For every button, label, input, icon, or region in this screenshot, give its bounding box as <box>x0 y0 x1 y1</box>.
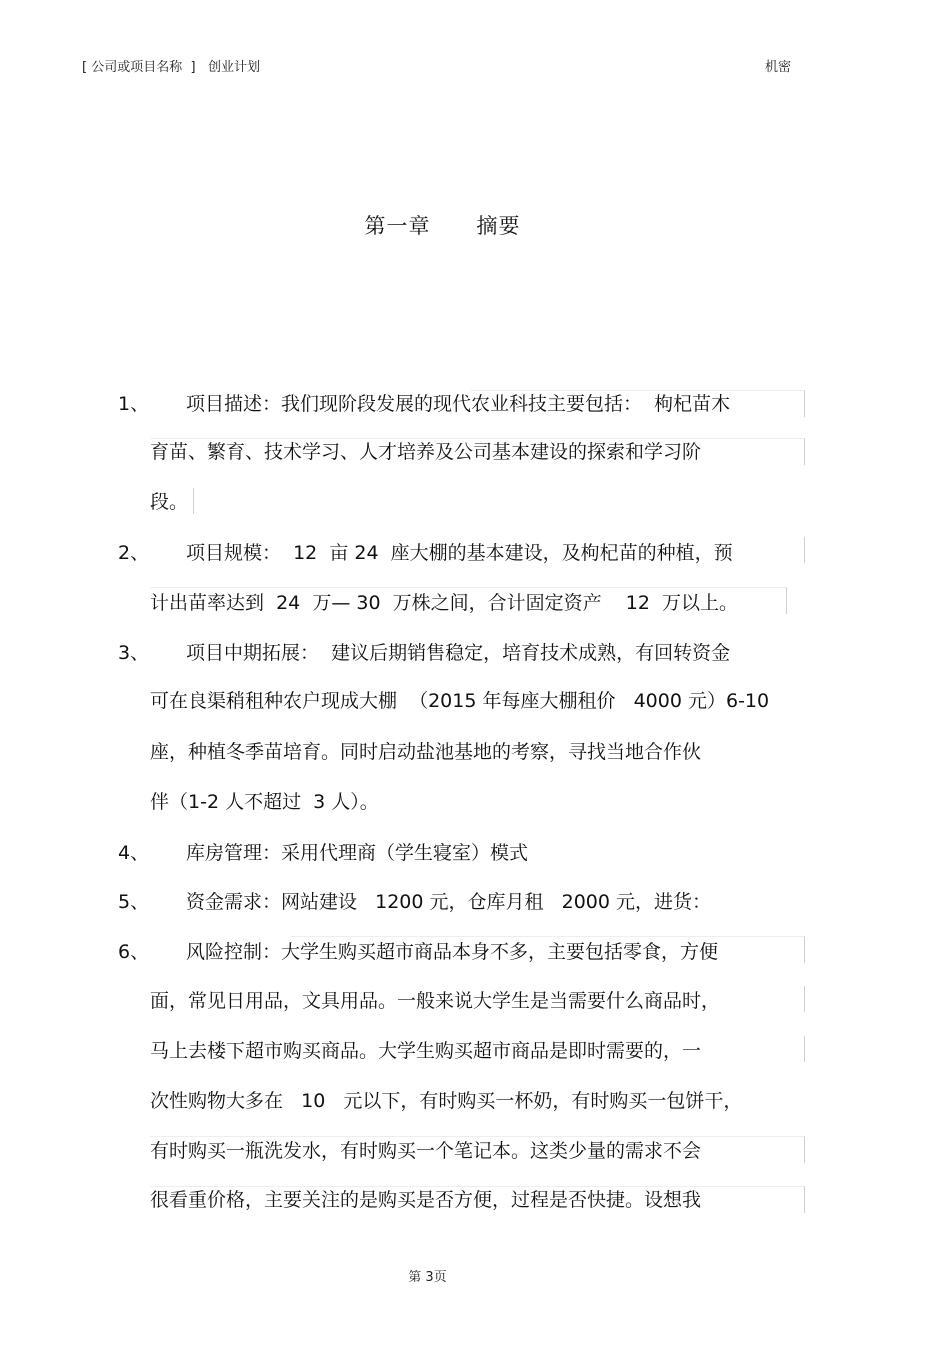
item-text-line: 很看重价格，主要关注的是购买是否方便，过程是否快捷。设想我 <box>150 1189 702 1211</box>
header-confidential: 机密 <box>765 60 792 75</box>
chapter-heading: 摘要 <box>476 214 521 238</box>
item-text-line: 伴（1-2 人不超过 3 人）。 <box>150 791 379 813</box>
item-text-line: 马上去楼下超市购买商品。大学生购买超市商品是即时需要的，一 <box>150 1040 702 1062</box>
item-number: 1、 <box>118 393 150 415</box>
item-text-line: 计出苗率达到 24 万— 30 万株之间，合计固定资产 12 万以上。 <box>150 592 739 614</box>
chapter-title <box>0 210 885 240</box>
item-text-line: 次性购物大多在 10 元以下，有时购买一杯奶，有时购买一包饼干， <box>150 1090 743 1112</box>
item-text-line: 面，常见日用品，文具用品。一般来说大学生是当需要什么商品时， <box>150 990 721 1012</box>
item-number: 5、 <box>118 891 150 913</box>
item-text-line: 项目中期拓展： 建议后期销售稳定，培育技术成熟，有回转资金 <box>186 642 731 664</box>
chapter-number: 第一章 <box>364 214 431 238</box>
item-number: 2、 <box>118 542 150 564</box>
item-text-line: 项目规模： 12 亩 24 座大棚的基本建设，及枸杞苗的种植，预 <box>186 542 733 564</box>
item-text-line: 库房管理：采用代理商（学生寝室）模式 <box>186 842 529 864</box>
item-text-line: 育苗、繁育、技术学习、人才培养及公司基本建设的探索和学习阶 <box>150 441 702 463</box>
item-text-line: 项目描述：我们现阶段发展的现代农业科技主要包括： 枸杞苗木 <box>186 393 731 415</box>
header-company-name: [ 公司或项目名称 ] 创业计划 <box>82 60 260 75</box>
item-text-line: 有时购买一瓶洗发水，有时购买一个笔记本。这类少量的需求不会 <box>150 1140 702 1162</box>
item-text-line: 资金需求：网站建设 1200 元，仓库月租 2000 元，进货： <box>186 891 712 913</box>
text-rule <box>150 537 805 563</box>
item-text-line: 座，种植冬季苗培育。同时启动盐池基地的考察，寻找当地合作伙 <box>150 741 702 763</box>
item-text-line: 段。 <box>150 491 189 513</box>
item-number: 6、 <box>118 941 150 963</box>
item-number: 3、 <box>118 642 150 664</box>
item-number: 4、 <box>118 842 150 864</box>
page-number: 第 3页 <box>408 1270 447 1285</box>
item-text-line: 风险控制：大学生购买超市商品本身不多，主要包括零食，方便 <box>186 941 719 963</box>
item-text-line: 可在良渠稍租种农户现成大棚 （2015 年每座大棚租价 4000 元）6-10 <box>150 690 770 712</box>
